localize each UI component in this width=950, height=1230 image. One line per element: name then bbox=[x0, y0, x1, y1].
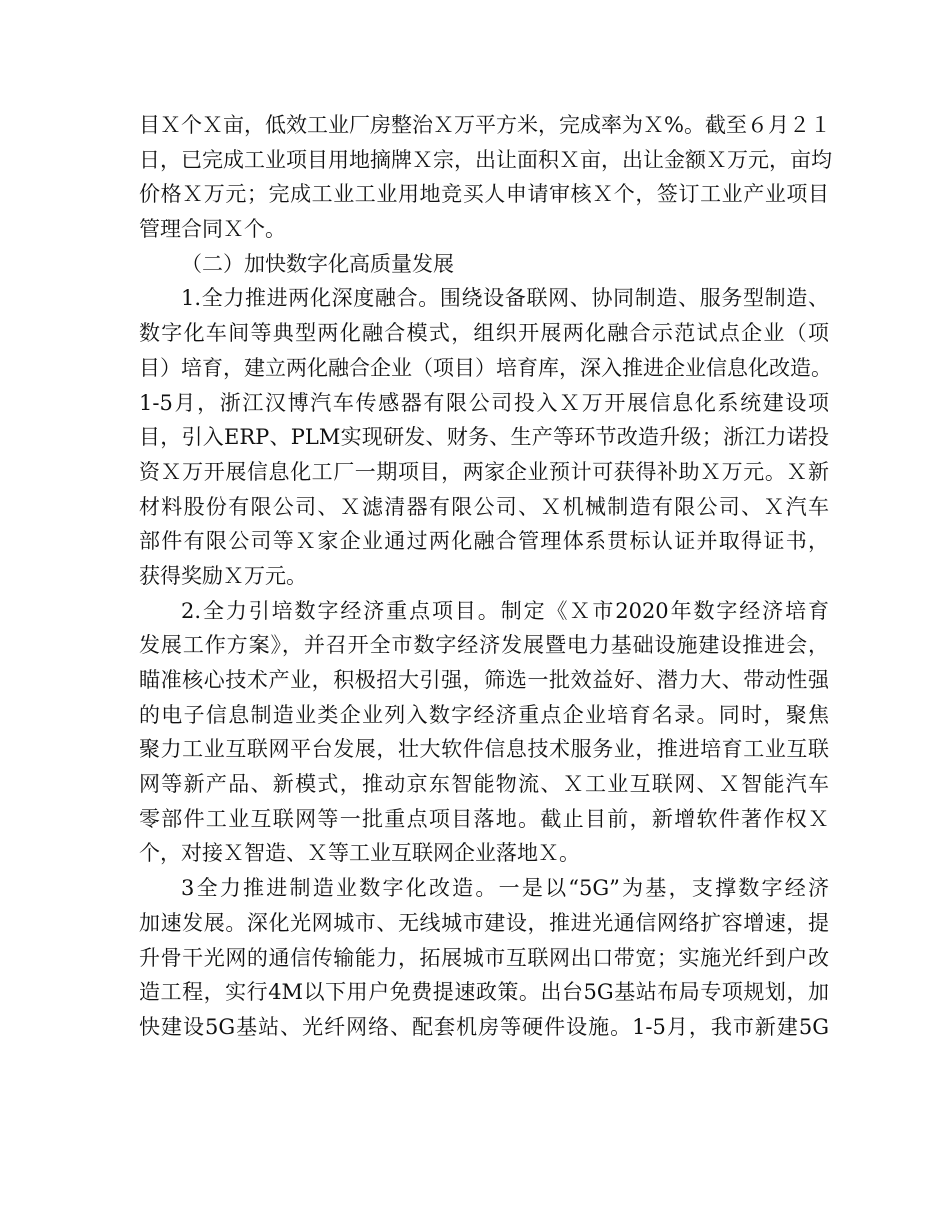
text-line: 目Ｘ个Ｘ亩，低效工业厂房整治Ｘ万平方米，完成率为Ｘ%。截至６月２１ bbox=[139, 113, 831, 137]
text-line: 造工程，实行4M以下用户免费提速政策。出台5G基站布局专项规划，加 bbox=[139, 980, 829, 1005]
text-line: 个，对接Ｘ智造、Ｘ等工业互联网企业落地Ｘ。 bbox=[139, 841, 580, 866]
text-line: 发展工作方案》，并召开全市数字经济发展暨电力基础设施建设推进会， bbox=[139, 633, 829, 658]
document-body bbox=[139, 108, 832, 1045]
text-line: 1.全力推进两化深度融合。围绕设备联网、协同制造、服务型制造、 bbox=[181, 286, 829, 311]
text-line: 聚力工业互联网平台发展，壮大软件信息技术服务业，推进培育工业互联 bbox=[139, 737, 829, 762]
text-line: 日，已完成工业项目用地摘牌Ｘ宗，出让面积Ｘ亩，出让金额Ｘ万元，亩均 bbox=[139, 147, 832, 172]
text-line: 网等新产品、新模式，推动京东智能物流、Ｘ工业互联网、Ｘ智能汽车 bbox=[139, 772, 829, 797]
text-line: 材料股份有限公司、Ｘ滤清器有限公司、Ｘ机械制造有限公司、Ｘ汽车 bbox=[139, 494, 829, 519]
text-line: 零部件工业互联网等一批重点项目落地。截止目前，新增软件著作权Ｘ bbox=[139, 806, 829, 831]
text-line: 价格Ｘ万元；完成工业工业用地竞买人申请审核Ｘ个，签订工业产业项目 bbox=[139, 182, 829, 207]
section-heading: （二）加快数字化高质量发展 bbox=[181, 251, 454, 276]
text-line: 1-5月，浙江汉博汽车传感器有限公司投入Ｘ万开展信息化系统建设项 bbox=[139, 390, 829, 415]
text-line: 瞄准核心技术产业，积极招大引强，筛选一批效益好、潜力大、带动性强 bbox=[139, 668, 829, 692]
text-line: 的电子信息制造业类企业列入数字经济重点企业培育名录。同时，聚焦 bbox=[139, 702, 829, 727]
text-line: 目，引入ERP、PLM实现研发、财务、生产等环节改造升级；浙江力诺投 bbox=[139, 425, 829, 450]
text-line: 管理合同Ｘ个。 bbox=[139, 217, 286, 242]
text-line: 数字化车间等典型两化融合模式，组织开展两化融合示范试点企业（项 bbox=[139, 321, 829, 346]
text-line: 2.全力引培数字经济重点项目。制定《Ｘ市2020年数字经济培育 bbox=[181, 598, 829, 623]
text-line: 加速发展。深化光网城市、无线城市建设，推进光通信网络扩容增速，提 bbox=[139, 910, 829, 935]
text-line: 获得奖励Ｘ万元。 bbox=[139, 563, 307, 588]
text-line: 资Ｘ万开展信息化工厂一期项目，两家企业预计可获得补助Ｘ万元。Ｘ新 bbox=[139, 459, 829, 484]
text-line: 部件有限公司等Ｘ家企业通过两化融合管理体系贯标认证并取得证书， bbox=[139, 529, 829, 554]
text-line: 升骨干光网的通信传输能力，拓展城市互联网出口带宽；实施光纤到户改 bbox=[139, 945, 829, 970]
text-line: 3全力推进制造业数字化改造。一是以“5G”为基，支撑数字经济 bbox=[181, 876, 829, 901]
text-line: 快建设5G基站、光纤网络、配套机房等硬件设施。1-5月，我市新建5G bbox=[139, 1014, 829, 1039]
text-line: 目）培育，建立两化融合企业（项目）培育库，深入推进企业信息化改造。 bbox=[139, 355, 832, 380]
